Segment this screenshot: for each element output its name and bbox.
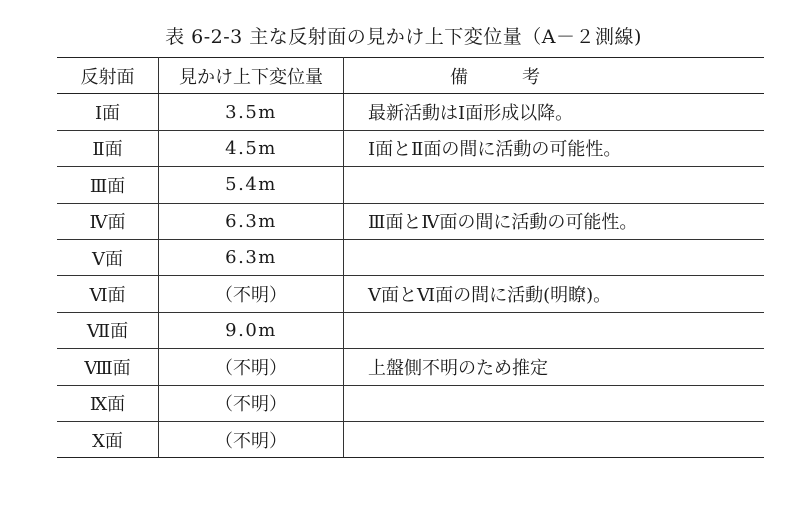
note-cell: Ⅲ面とⅣ面の間に活動の可能性。: [344, 203, 765, 239]
table-caption: 表 6-2-3 主な反射面の見かけ上下変位量（A－２測線): [165, 26, 642, 48]
note-cell: [344, 385, 765, 421]
note-cell: [344, 239, 765, 275]
table-header: [57, 58, 764, 94]
table-body: [57, 94, 764, 458]
table-row: [57, 167, 764, 203]
displacement-cell: 3.5m: [159, 94, 344, 130]
surface-cell: Ⅲ面: [57, 167, 159, 203]
surface-cell: Ⅸ面: [57, 385, 159, 421]
header-displacement: 見かけ上下変位量: [159, 58, 344, 94]
displacement-cell: （不明）: [159, 349, 344, 385]
surface-cell: Ⅵ面: [57, 276, 159, 312]
note-cell: [344, 421, 765, 457]
surface-cell: Ⅳ面: [57, 203, 159, 239]
table-row: [57, 349, 764, 385]
note-cell: 最新活動はⅠ面形成以降。: [344, 94, 765, 130]
reflection-surface-table: [57, 57, 764, 458]
displacement-cell: 9.0m: [159, 312, 344, 348]
surface-cell: Ⅹ面: [57, 421, 159, 457]
surface-cell: Ⅶ面: [57, 312, 159, 348]
table-row: [57, 130, 764, 166]
displacement-cell: 5.4m: [159, 167, 344, 203]
surface-cell: Ⅴ面: [57, 239, 159, 275]
note-cell: Ⅰ面とⅡ面の間に活動の可能性。: [344, 130, 765, 166]
note-cell: 上盤側不明のため推定: [344, 349, 765, 385]
note-cell: [344, 167, 765, 203]
note-cell: Ⅴ面とⅥ面の間に活動(明瞭)。: [344, 276, 765, 312]
displacement-cell: （不明）: [159, 421, 344, 457]
table-row: [57, 312, 764, 348]
surface-cell: Ⅰ面: [57, 94, 159, 130]
header-surface: 反射面: [57, 58, 159, 94]
table-row: [57, 239, 764, 275]
table-row: [57, 203, 764, 239]
displacement-cell: （不明）: [159, 276, 344, 312]
surface-cell: Ⅷ面: [57, 349, 159, 385]
displacement-cell: 6.3m: [159, 239, 344, 275]
header-note: 備 考: [344, 58, 765, 94]
table-row: [57, 276, 764, 312]
header-row: [57, 58, 764, 94]
table-row: [57, 385, 764, 421]
table-row: [57, 421, 764, 457]
surface-cell: Ⅱ面: [57, 130, 159, 166]
note-cell: [344, 312, 765, 348]
displacement-cell: 4.5m: [159, 130, 344, 166]
displacement-cell: 6.3m: [159, 203, 344, 239]
displacement-cell: （不明）: [159, 385, 344, 421]
table-row: [57, 94, 764, 130]
